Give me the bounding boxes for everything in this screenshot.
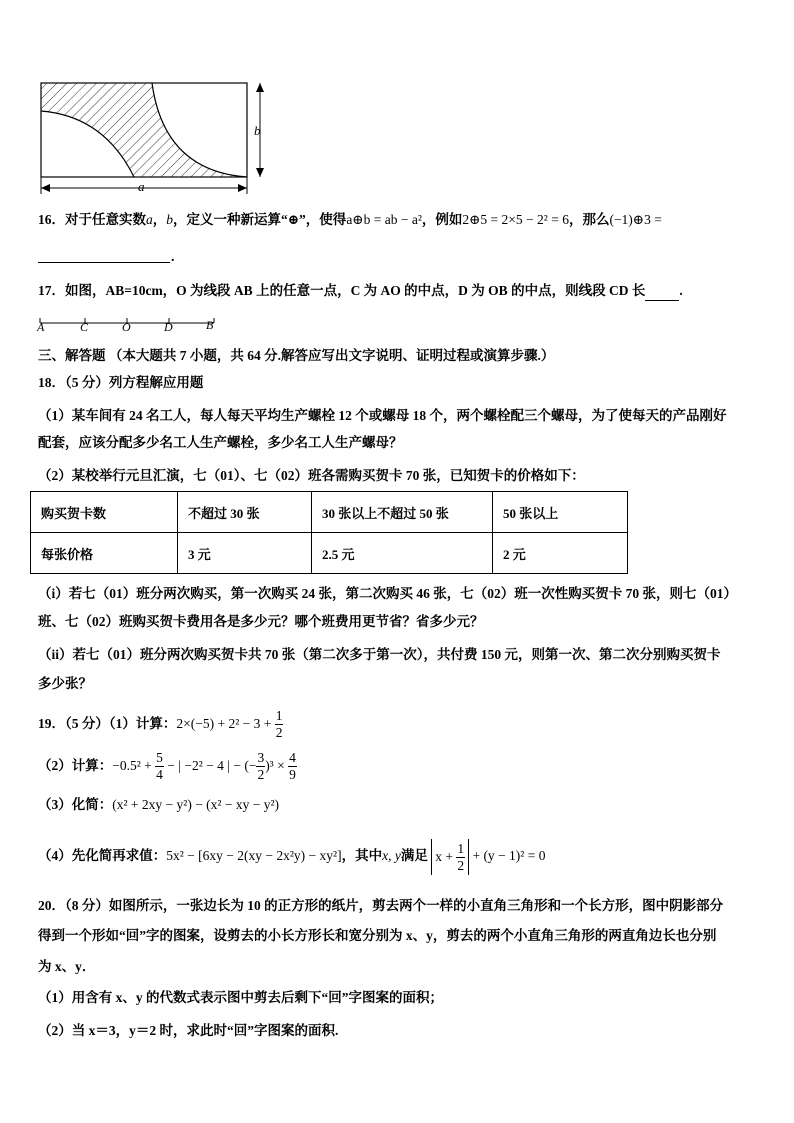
question-18-part1-line1: （1）某车间有 24 名工人，每人每天平均生产螺栓 12 个或螺母 18 个，两个螺栓配三个螺母，为了使每天的产品刚好 (38, 408, 727, 423)
point-label-A: A (37, 320, 45, 334)
operation-definition: a⊕b = ab − a² (346, 212, 422, 227)
point-label-D: D (164, 320, 173, 334)
question-20-line1: 20．（8 分）如图所示，一张边长为 10 的正方形的纸片，剪去两个一样的小直角三角形和一个长方形，图中阴影部分 (38, 898, 724, 913)
table-row (31, 533, 628, 574)
question-19-part3: （3）化简：(x² + 2xy − y²) − (x² − xy − y²) (38, 797, 279, 812)
label-b: b (254, 123, 261, 138)
answer-blank-16 (38, 262, 170, 263)
question-18-ii-line2: 多少张？ (38, 676, 92, 691)
table-cell: 30 张以上不超过 50 张 (312, 492, 493, 533)
question-18-part2: （2）某校举行元旦汇演，七（01）、七（02）班各需购买贺卡 70 张，已知贺卡的价格如下： (38, 468, 585, 483)
point-label-O: O (122, 320, 131, 334)
absolute-value: x + $\frac{1}{2}$ (431, 839, 469, 875)
question-19-part1: 19．（5 分）（1）计算：2×(−5) + 2² − 3 + $\frac{1}{2}$ (38, 708, 283, 741)
label-a: a (138, 179, 145, 194)
point-label-B: B (206, 318, 214, 332)
table-row (31, 492, 628, 533)
answer-blank-17 (645, 286, 679, 301)
answer-blank-16-period: . (171, 250, 175, 265)
point-label-C: C (80, 320, 89, 334)
question-20-line2: 得到一个形如“回”字的图案，设剪去的小长方形长和宽分别为 x、y，剪去的两个小直角三角形的两直角边长也分别 (38, 928, 717, 943)
question-18-i-line2: 班、七（02）班购买贺卡费用各是多少元？哪个班费用更节省？省多少元？ (38, 614, 484, 629)
question-17: 17．如图，AB=10cm，O 为线段 AB 上的任意一点，C 为 AO 的中点，D 为 OB 的中点，则线段 CD 长 . (38, 281, 758, 301)
table-cell: 2 元 (493, 533, 628, 574)
table-cell: 2.5 元 (312, 533, 493, 574)
question-18-title: 18．（5 分）列方程解应用题 (38, 375, 204, 390)
operation-example: 2⊕5 = 2×5 − 2² = 6 (462, 212, 569, 227)
price-table (30, 491, 628, 574)
table-cell: 3 元 (178, 533, 312, 574)
question-20-part1: （1）用含有 x、y 的代数式表示图中剪去后剩下“回”字图案的面积； (38, 990, 443, 1005)
question-18-ii-line1: （ii）若七（01）班分两次购买贺卡共 70 张（第二次多于第一次），共付费 150 元，则第一次、第二次分别购买贺卡 (38, 647, 721, 662)
hatched-region (41, 83, 247, 177)
table-cell: 不超过 30 张 (178, 492, 312, 533)
question-16: 16．对于任意实数a，b，定义一种新运算“⊕”，使得a⊕b = ab − a²，例如2⊕5 = 2×5 − 2² = 6，那么(−1)⊕3 = (38, 212, 662, 227)
question-19-part4: （4）先化简再求值：5x² − [6xy − 2(xy − 2x²y) − xy²]，其中x, y满足 x + $\frac{1}{2}$ + (y − 1)² = 0 (38, 836, 758, 876)
shaded-rectangle-figure (34, 76, 274, 196)
question-20-line3: 为 x、y． (38, 959, 96, 974)
section-3-heading: 三、解答题 （本大题共 7 小题，共 64 分.解答应写出文字说明、证明过程或演算步骤.） (38, 348, 555, 363)
question-20-part2: （2）当 x＝3，y＝2 时，求此时“回”字图案的面积. (38, 1023, 339, 1038)
table-cell: 每张价格 (31, 533, 178, 574)
table-cell: 50 张以上 (493, 492, 628, 533)
question-19-part2: （2）计算：−0.5² + $\frac{5}{4}$ − | −2² − 4 | − (− $\frac{3}{2}$ )³ × $\frac{4}{9}$ (38, 750, 296, 783)
question-18-i-line1: （i）若七（01）班分两次购买，第一次购买 24 张，第二次购买 46 张，七（02）班一次性购买贺卡 70 张，则七（01） (38, 586, 737, 601)
question-16-expression: (−1)⊕3 = (609, 212, 662, 227)
table-cell: 购买贺卡数 (31, 492, 178, 533)
question-18-part1-line2: 配套，应该分配多少名工人生产螺栓，多少名工人生产螺母？ (38, 435, 403, 450)
